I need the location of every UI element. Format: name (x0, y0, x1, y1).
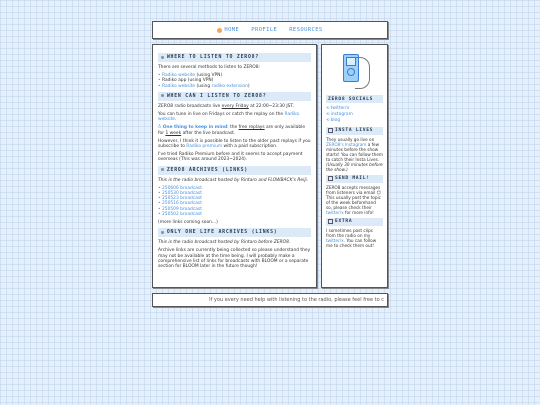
extra-heading (326, 218, 383, 226)
text: I sometimes post clips from the radio on my (326, 227, 373, 238)
list-item (326, 117, 383, 123)
text: . (175, 117, 177, 123)
twitter-link[interactable]: twitter/x (326, 237, 344, 243)
ool-desc: This is the radio broadcast hosted by Rintaro before ZERO8. (158, 240, 291, 246)
mail-text (326, 185, 383, 215)
list-item (158, 212, 311, 217)
twitter-link[interactable]: twitter/x (326, 209, 344, 215)
note-icon (328, 219, 333, 224)
archive-link[interactable]: 250606 broadcast (162, 185, 202, 191)
mail-heading (326, 175, 383, 183)
text-underline: every Friday (221, 103, 249, 109)
text: ZERO8 accepts messages from listeners via email 😊 This usually post the topic of the week beforehand so, please check their (326, 184, 382, 210)
archive-link[interactable]: 250509 broadcast (162, 206, 202, 212)
sidebar (321, 44, 388, 288)
archives-heading-text: ZERO8 ARCHIVES (LINKS) (166, 167, 248, 173)
nav-resources-label: RESOURCES (289, 27, 323, 33)
keep-in-mind: One thing to keep in mind (162, 125, 228, 131)
pin-icon: ♁ (158, 125, 163, 131)
when-p4 (158, 139, 311, 149)
text: are only available for (158, 125, 306, 136)
where-intro: There are several methods to listen to ZERO8: (158, 65, 261, 70)
text: after the live broadcast. (181, 130, 236, 136)
archive-link[interactable]: 250516 broadcast (162, 201, 202, 207)
camera-icon (328, 128, 333, 133)
socials-heading (326, 95, 383, 103)
mail-icon (328, 176, 333, 181)
text: ZERO8 radio broadcasts live (158, 103, 222, 109)
radiko-website-link[interactable]: Radiko website (158, 112, 300, 123)
mail-heading-text: SEND MAIL! (335, 176, 370, 182)
archives-more: (more links coming soon...) (158, 220, 218, 226)
nav-home-label: HOME (224, 27, 240, 33)
text: for more info! (343, 209, 374, 215)
socials-list (326, 105, 383, 124)
home-icon (217, 28, 222, 33)
radiko-extension-link[interactable]: radiko extension (211, 83, 248, 89)
radiko-website-link[interactable]: Radiko website (162, 73, 196, 79)
socials-heading-text: ZERO8 SOCIALS (328, 96, 374, 102)
marquee-text: If you every need help with listening to the radio, please feel free to c (209, 297, 384, 303)
text: with a paid subscription. (222, 144, 278, 150)
insta-heading-text: INSTA LIVES (335, 128, 374, 134)
archives-heading (158, 166, 311, 175)
extra-heading-text: EXTRA (335, 219, 353, 225)
text: : the (227, 125, 239, 131)
radio-icon: ⊙ (161, 54, 165, 61)
text: . You can follow me to check them out! (326, 237, 377, 248)
when-p2 (158, 112, 311, 122)
radiko-website-link[interactable]: Radiko website (162, 83, 196, 89)
ool-body: Archive links are currently being collected so please understand they may not be available at the time being. I will probably make a comprehensive list of links for broadcasts with BLOOM or a separate section for BLOOM later in the future though! (158, 248, 311, 270)
archive-link[interactable]: 250502 broadcast (162, 211, 202, 217)
when-p5: I've tried Radiko Premium before and it seems to accept payment overseas (This was around 2023~2024). (158, 152, 303, 163)
where-list (158, 73, 311, 89)
radio-icon: ⊙ (161, 93, 165, 100)
top-nav (152, 21, 388, 39)
nav-resources[interactable] (289, 27, 322, 33)
text: a few minutes before the show starts! You can follow them to catch their Insta Lives. (326, 141, 383, 162)
nav-profile-label: PROFILE (251, 27, 278, 33)
when-heading-text: WHEN CAN I LISTEN TO ZERO8? (166, 93, 267, 99)
music-player-icon (335, 51, 375, 91)
when-p1 (158, 104, 311, 109)
insta-heading (326, 127, 383, 135)
when-heading (158, 92, 311, 101)
blog-link[interactable]: blog (330, 118, 341, 124)
radiko-premium-link[interactable]: Radiko premium (186, 144, 223, 150)
text: They usually go live on (326, 136, 375, 142)
insta-text (326, 137, 383, 172)
text: You can tune in live on Fridays or catch the replay on the (158, 112, 285, 118)
where-heading (158, 53, 311, 62)
ool-heading-text: ONLY ONE LIFE ARCHIVES (LINKS) (166, 230, 278, 236)
archive-link[interactable]: 250523 broadcast (162, 196, 202, 202)
instagram-link[interactable]: instagram (330, 112, 353, 118)
nav-home[interactable] (217, 27, 239, 33)
archives-list (158, 186, 311, 217)
extra-text (326, 228, 383, 248)
list-item-note: (using VPN) (195, 73, 223, 79)
text: However, I think it is possible to listen to the older past replays if you subscribe to (158, 138, 311, 150)
radio-icon: ⊙ (161, 229, 165, 236)
text: (Usually 30 minutes before the show.) (326, 161, 383, 172)
ool-heading (158, 228, 311, 237)
main-panel (152, 44, 317, 288)
nav-profile[interactable] (251, 27, 277, 33)
when-p3 (158, 125, 311, 135)
archive-link[interactable]: 250530 broadcast (162, 191, 202, 197)
radio-icon: ⊙ (161, 167, 165, 174)
list-item-note: Radiko app (using VPN) (162, 78, 214, 84)
where-heading-text: WHERE TO LISTEN TO ZERO8? (166, 55, 260, 60)
twitter-link[interactable]: twitter/x (330, 106, 350, 111)
text: at 22:00~23:30 JST. (248, 103, 294, 109)
list-item: • Radiko website (using radiko extension) (158, 84, 311, 89)
marquee-bar (152, 293, 388, 307)
text-underline: free replays (238, 125, 265, 131)
text-underline: 1 week (165, 130, 182, 136)
zero8-instagram-link[interactable]: ZERO8's Instagram (326, 141, 367, 147)
archives-desc: This is the radio broadcast hosted by Rintaro and FLOWBACK's Reiji. (158, 177, 309, 183)
